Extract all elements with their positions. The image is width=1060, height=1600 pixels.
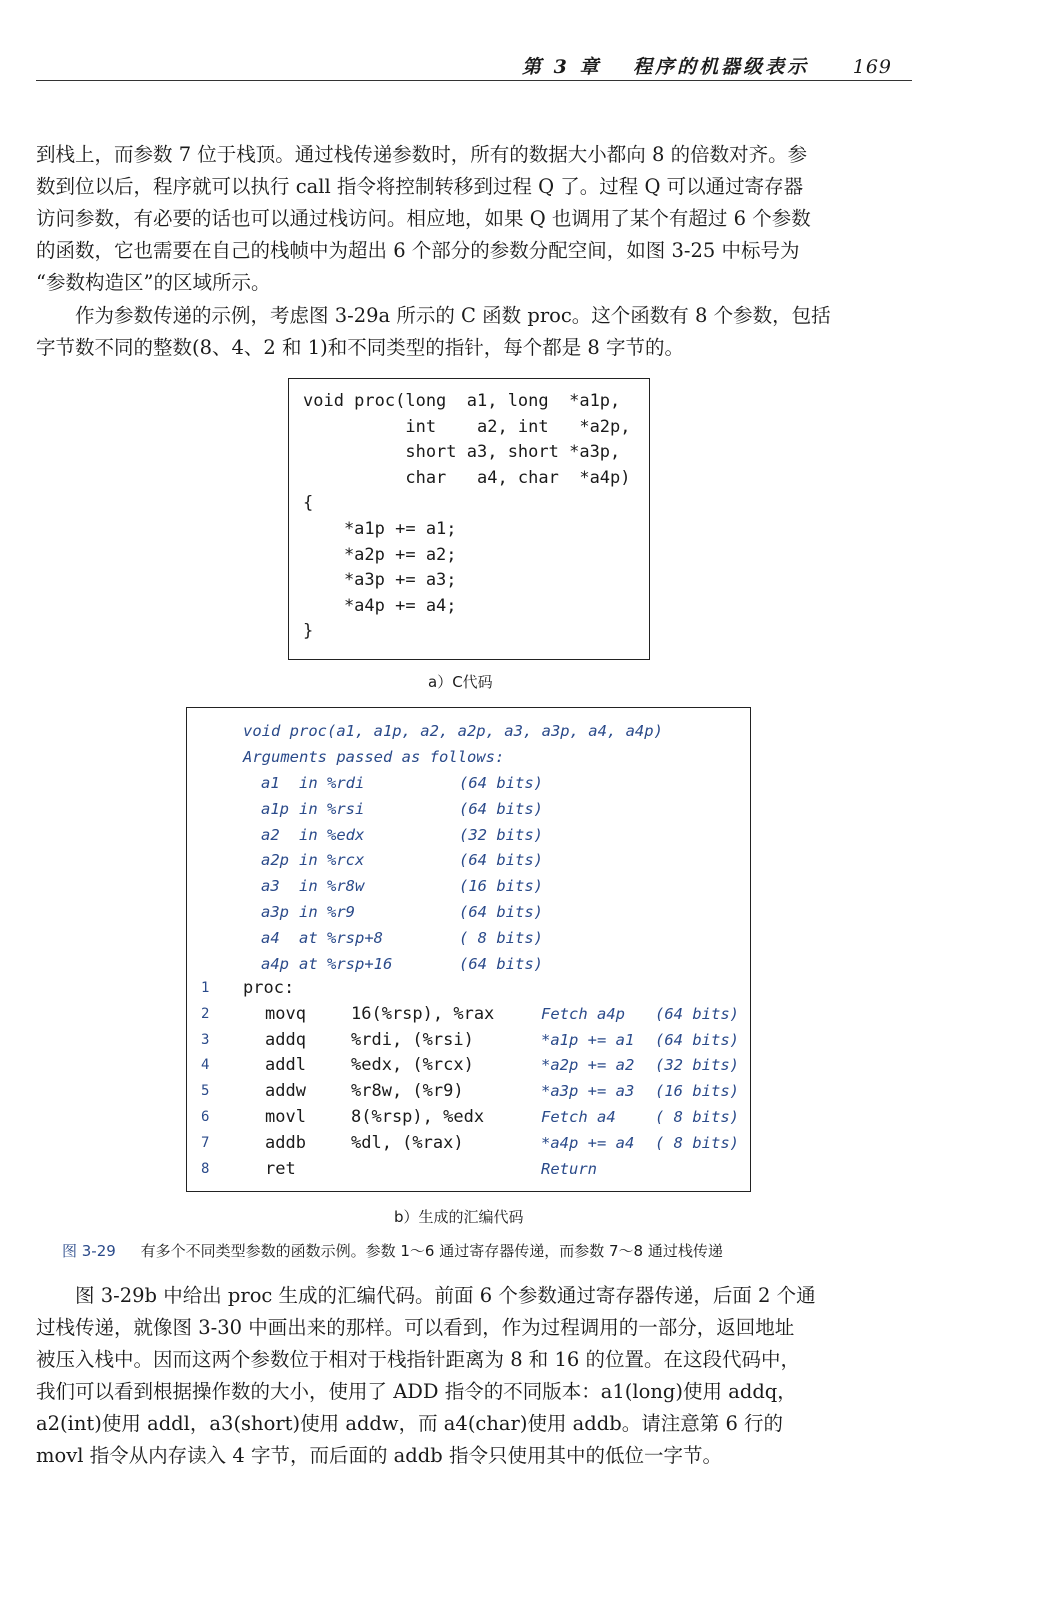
argument-prep: in — [299, 877, 318, 896]
code-line: { — [303, 493, 314, 514]
asm-opcode: addw — [265, 1081, 306, 1102]
asm-args-heading: Arguments passed as follows: — [243, 748, 505, 766]
asm-opcode: movq — [265, 1003, 306, 1024]
argument-prep: at — [299, 954, 318, 973]
argument-location: %r9 — [327, 903, 355, 921]
line-number: 7 — [201, 1134, 210, 1151]
line-number: 2 — [201, 1005, 210, 1022]
code-line: char a4, char *a4p) — [303, 467, 631, 488]
text-line: 作为参数传递的示例，考虑图 3-29a 所示的 C 函数 proc。这个函数有 8 个参数，包括 — [36, 304, 831, 327]
asm-comment: Fetch a4 — [541, 1108, 616, 1126]
asm-opcode: addq — [265, 1029, 306, 1050]
argument-bits: (64 bits) — [459, 954, 543, 973]
argument-prep: in — [299, 851, 318, 870]
argument-prep: at — [299, 928, 318, 947]
argument-name: a4p — [261, 954, 289, 973]
argument-location: %r8w — [327, 877, 365, 896]
argument-name: a2p — [261, 851, 289, 870]
text-line: 被压入栈中。因而这两个参数位于相对于栈指针距离为 8 和 16 的位置。在这段代码中， — [36, 1348, 801, 1371]
argument-bits: (16 bits) — [459, 877, 543, 896]
paragraph-2 — [36, 300, 912, 364]
argument-location: %rcx — [327, 851, 365, 870]
argument-name: a3 — [261, 877, 280, 896]
argument-name: a1 — [261, 774, 280, 792]
asm-opcode: addb — [265, 1132, 306, 1153]
code-line: } — [303, 621, 314, 642]
text-line: 过栈传递，就像图 3-30 中画出来的那样。可以看到，作为过程调用的一部分，返回地址 — [36, 1316, 795, 1339]
asm-operands: 8(%rsp), %edx — [351, 1107, 485, 1127]
asm-opcode: movl — [265, 1107, 306, 1127]
asm-bits: (16 bits) — [655, 1082, 739, 1101]
line-number: 1 — [201, 980, 210, 996]
text-line: movl 指令从内存读入 4 字节，而后面的 addb 指令只使用其中的低位一字节。 — [36, 1444, 722, 1467]
asm-opcode: addl — [265, 1055, 306, 1076]
code-line: *a2p += a2; — [303, 544, 457, 565]
argument-prep: in — [299, 774, 318, 792]
caption-a: a）C代码 — [428, 673, 493, 691]
asm-code-box — [186, 707, 751, 1192]
asm-operands: %edx, (%rcx) — [351, 1055, 474, 1076]
asm-bits: ( 8 bits) — [655, 1133, 739, 1152]
text-line: 字节数不同的整数(8、4、2 和 1)和不同类型的指针，每个都是 8 字节的。 — [36, 336, 685, 359]
figure-caption — [62, 1240, 723, 1261]
asm-comment: Fetch a4p — [541, 1004, 625, 1023]
page-number: 169 — [852, 56, 892, 78]
text-line: “参数构造区”的区域所示。 — [36, 271, 271, 294]
line-number: 5 — [201, 1083, 210, 1100]
asm-operands: %r8w, (%r9) — [351, 1081, 464, 1102]
figure-number: 图 3-29 — [62, 1242, 116, 1260]
argument-location: %rsi — [327, 799, 365, 818]
argument-location: %rsp+8 — [327, 928, 383, 947]
code-line: *a1p += a1; — [303, 518, 457, 539]
text-line: 访问参数，有必要的话也可以通过栈访问。相应地，如果 Q 也调用了某个有超过 6 个参数 — [36, 207, 811, 230]
asm-opcode: ret — [265, 1158, 296, 1179]
code-line: void proc(long a1, long *a1p, — [303, 391, 621, 411]
asm-comment: *a2p += a2 — [541, 1056, 635, 1075]
asm-comment: *a1p += a1 — [541, 1030, 635, 1049]
asm-operands: 16(%rsp), %rax — [351, 1003, 495, 1024]
argument-name: a1p — [261, 799, 289, 818]
code-line: *a4p += a4; — [303, 595, 457, 616]
asm-bits: (64 bits) — [655, 1004, 739, 1023]
text-line: 图 3-29b 中给出 proc 生成的汇编代码。前面 6 个参数通过寄存器传递，后面 2 个通 — [36, 1284, 816, 1307]
argument-prep: in — [299, 903, 318, 921]
text-line: 到栈上，而参数 7 位于栈顶。通过栈传递参数时，所有的数据大小都向 8 的倍数对齐。参 — [36, 143, 808, 166]
line-number: 4 — [201, 1057, 210, 1074]
text-line: a2(int)使用 addl，a3(short)使用 addw，而 a4(char)使用 addb。请注意第 6 行的 — [36, 1412, 784, 1435]
asm-comment: *a4p += a4 — [541, 1133, 635, 1152]
line-number: 3 — [201, 1031, 210, 1048]
paragraph-3 — [36, 1280, 912, 1472]
asm-bits: ( 8 bits) — [655, 1108, 739, 1126]
asm-opcode: proc: — [243, 978, 295, 998]
asm-comment: *a3p += a3 — [541, 1082, 635, 1101]
argument-name: a3p — [261, 903, 289, 921]
asm-bits: (64 bits) — [655, 1030, 739, 1049]
text-line: 的函数，它也需要在自己的栈帧中为超出 6 个部分的参数分配空间，如图 3-25 中标号为 — [36, 239, 800, 262]
chapter-label: 第 3 章 — [522, 56, 602, 78]
argument-bits: (64 bits) — [459, 799, 543, 818]
argument-bits: (64 bits) — [459, 903, 543, 921]
argument-name: a4 — [261, 928, 280, 947]
asm-operands: %dl, (%rax) — [351, 1132, 464, 1153]
argument-bits: (64 bits) — [459, 774, 543, 792]
c-code-listing — [303, 389, 631, 645]
argument-location: %edx — [327, 825, 365, 844]
line-number: 6 — [201, 1109, 210, 1125]
asm-comment: Return — [541, 1159, 597, 1178]
asm-operands: %rdi, (%rsi) — [351, 1029, 474, 1050]
asm-signature-comment: void proc(a1, a1p, a2, a2p, a3, a3p, a4, a4p) — [243, 722, 663, 740]
argument-name: a2 — [261, 825, 280, 844]
argument-prep: in — [299, 825, 318, 844]
text-line: 我们可以看到根据操作数的大小，使用了 ADD 指令的不同版本：a1(long)使用 addq， — [36, 1380, 797, 1403]
header-text — [522, 52, 892, 79]
c-code-box — [288, 378, 650, 660]
argument-prep: in — [299, 799, 318, 818]
text-line: 数到位以后，程序就可以执行 call 指令将控制转移到过程 Q 了。过程 Q 可以通过寄存器 — [36, 175, 804, 198]
line-number: 8 — [201, 1160, 210, 1177]
argument-bits: ( 8 bits) — [459, 928, 543, 947]
code-line: *a3p += a3; — [303, 570, 457, 591]
argument-bits: (32 bits) — [459, 825, 543, 844]
caption-b: b）生成的汇编代码 — [394, 1208, 524, 1226]
running-header — [36, 52, 912, 81]
asm-bits: (32 bits) — [655, 1056, 739, 1075]
code-line: short a3, short *a3p, — [303, 442, 621, 463]
figure-caption-text: 有多个不同类型参数的函数示例。参数 1～6 通过寄存器传递，而参数 7～8 通过栈传递 — [140, 1242, 723, 1260]
paragraph-1 — [36, 139, 912, 299]
code-line: int a2, int *a2p, — [303, 416, 631, 437]
argument-location: %rdi — [327, 774, 365, 792]
chapter-title: 程序的机器级表示 — [633, 56, 810, 78]
argument-bits: (64 bits) — [459, 851, 543, 870]
argument-location: %rsp+16 — [327, 954, 393, 973]
